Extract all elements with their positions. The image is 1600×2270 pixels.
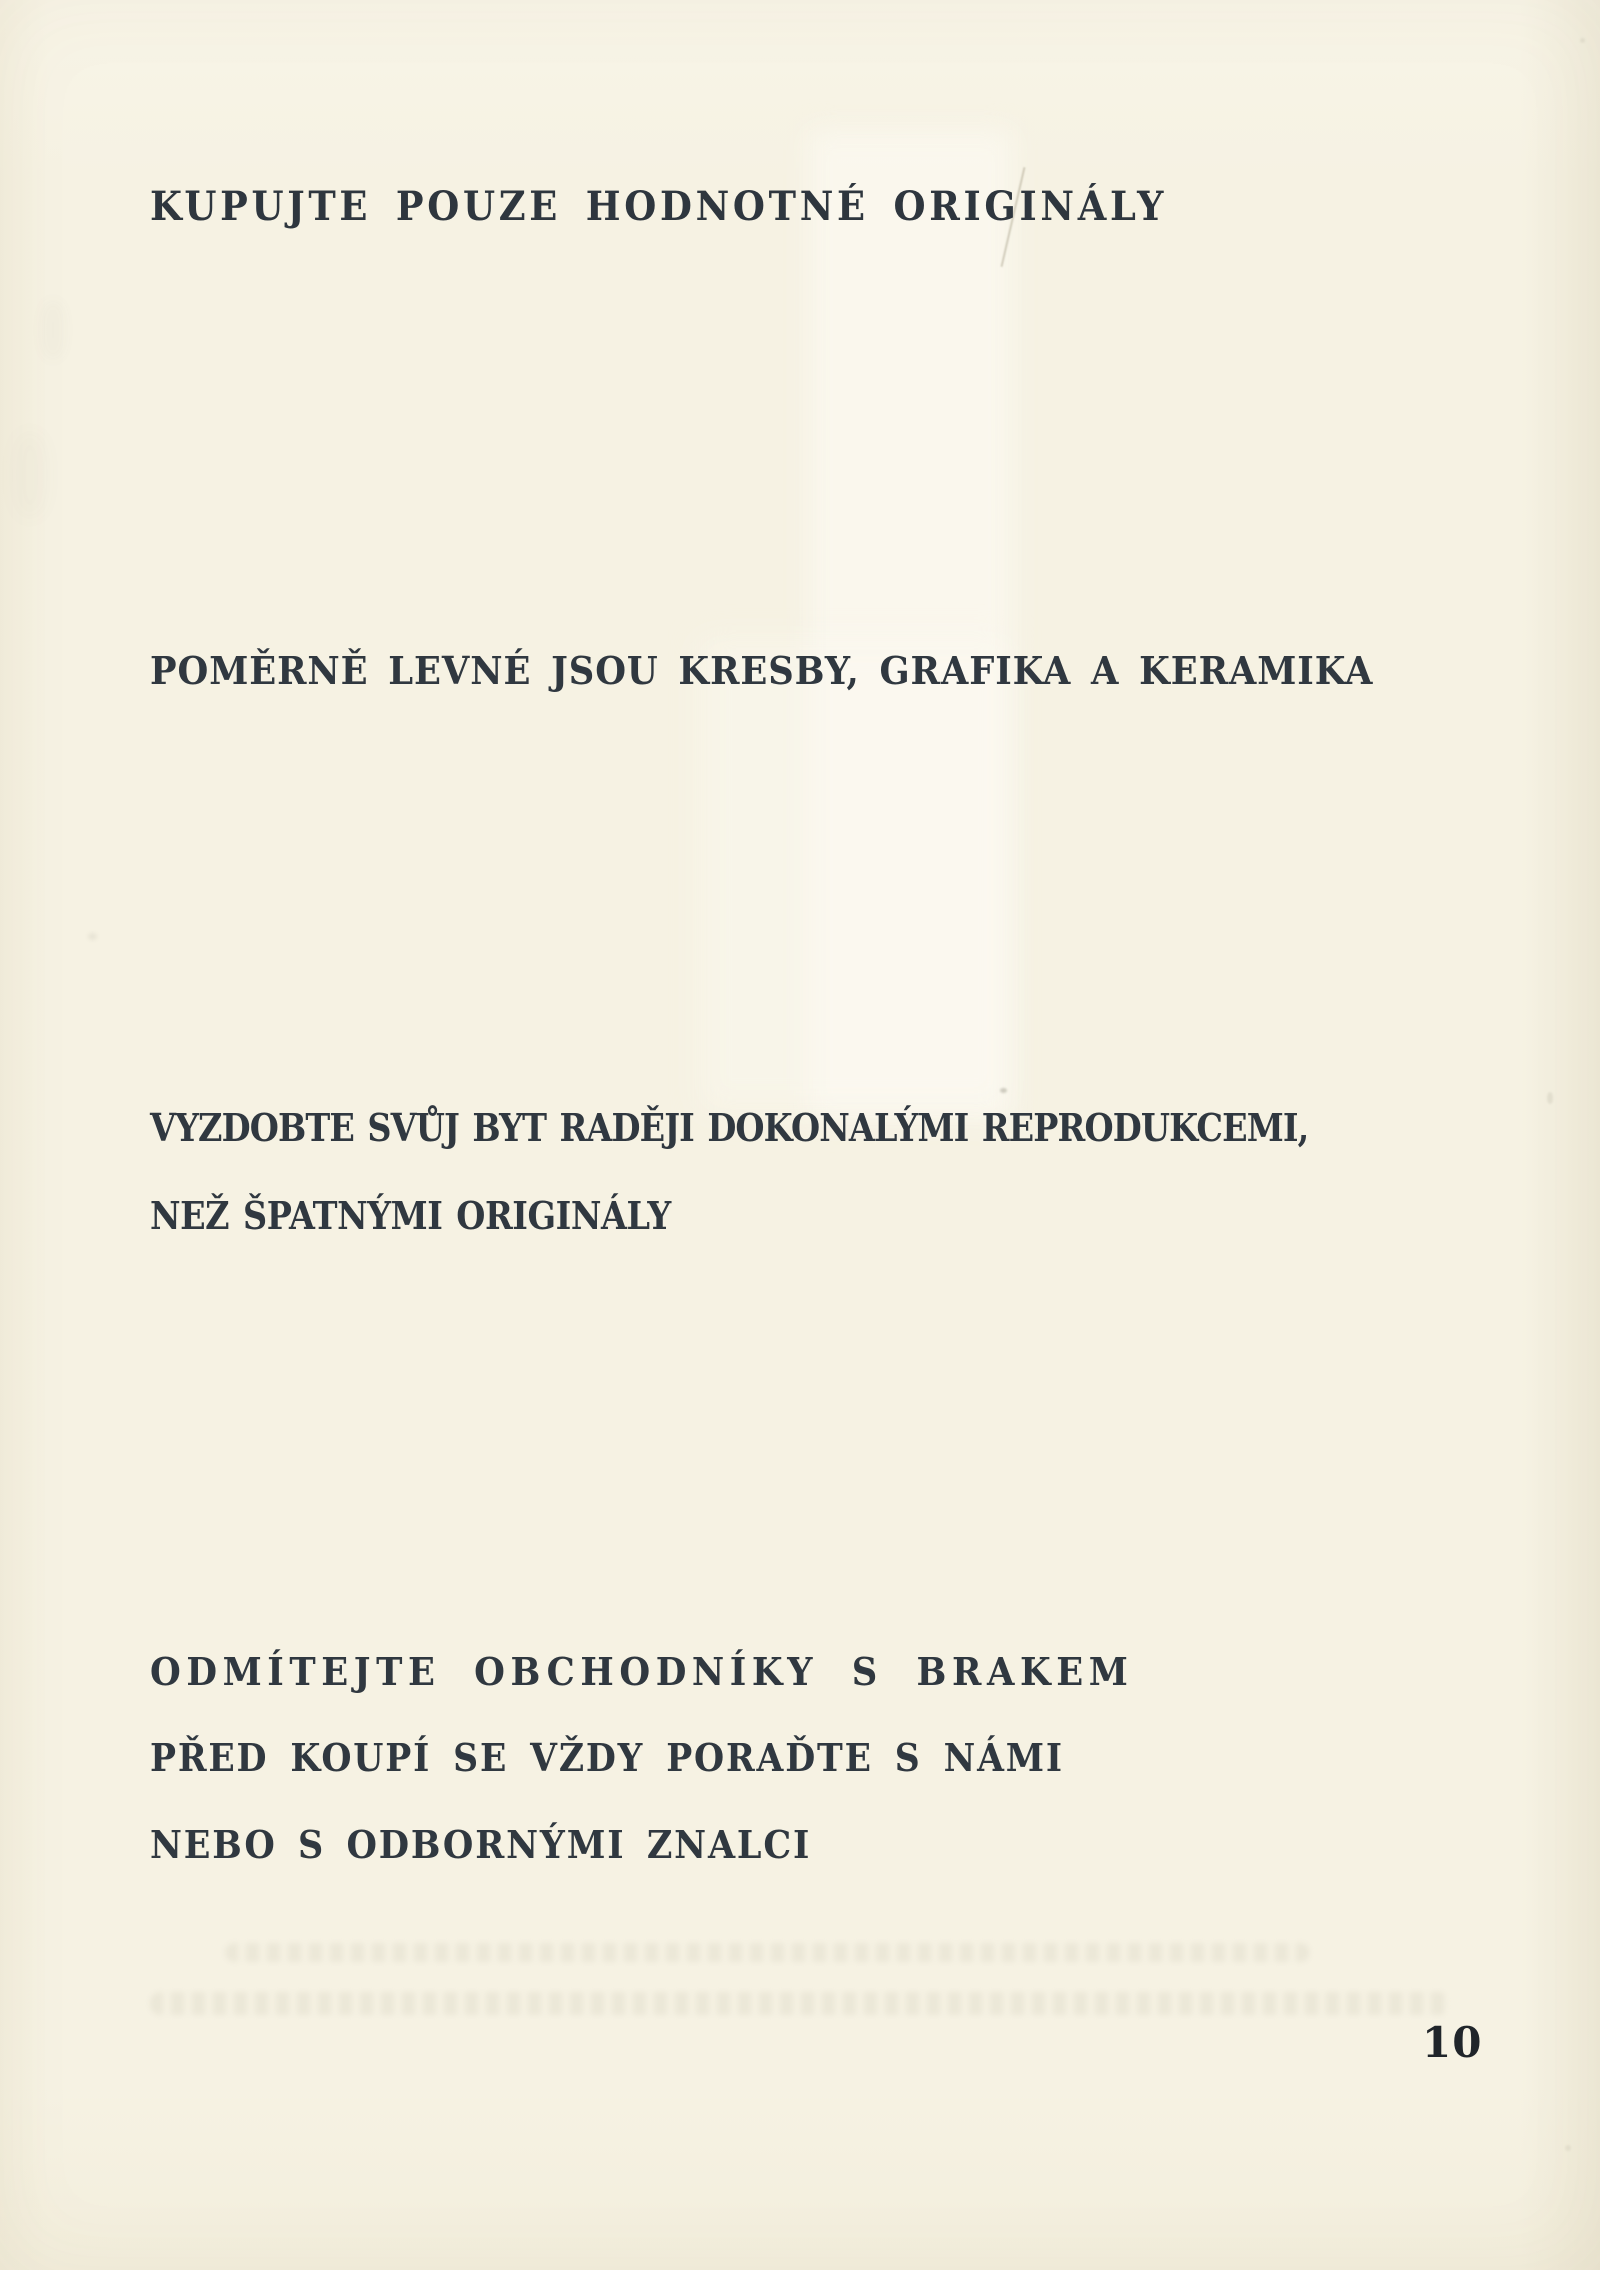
paper-speck <box>1547 1092 1553 1104</box>
slogan-line-3: VYZDOBTE SVŮJ BYT RADĚJI DOKONALÝMI REPRODUKCEMI, <box>150 1105 1309 1150</box>
slogan-line-7: NEBO S ODBORNÝMI ZNALCI <box>150 1822 812 1867</box>
slogan-line-4: NEŽ ŠPATNÝMI ORIGINÁLY <box>150 1193 671 1238</box>
paper-speck <box>1565 2145 1571 2151</box>
slogan-line-1: KUPUJTE POUZE HODNOTNÉ ORIGINÁLY <box>150 183 1168 230</box>
slogan-line-2: POMĚRNĚ LEVNÉ JSOU KRESBY, GRAFIKA A KERAMIKA <box>150 648 1374 693</box>
slogan-line-6: PŘED KOUPÍ SE VŽDY PORAĎTE S NÁMI <box>150 1735 1064 1780</box>
paper-speck <box>1000 1088 1007 1093</box>
paper-speck <box>88 933 97 940</box>
page-number: 10 <box>1422 2018 1483 2067</box>
scan-light-band-lower <box>700 640 1010 1110</box>
bleed-through-text <box>225 1943 1310 1962</box>
paper-speck <box>1580 38 1585 43</box>
paper-smudge <box>40 300 66 360</box>
paper-smudge <box>10 430 50 520</box>
slogan-line-5: ODMÍTEJTE OBCHODNÍKY S BRAKEM <box>150 1649 1134 1694</box>
bleed-through-text <box>150 1992 1450 2015</box>
